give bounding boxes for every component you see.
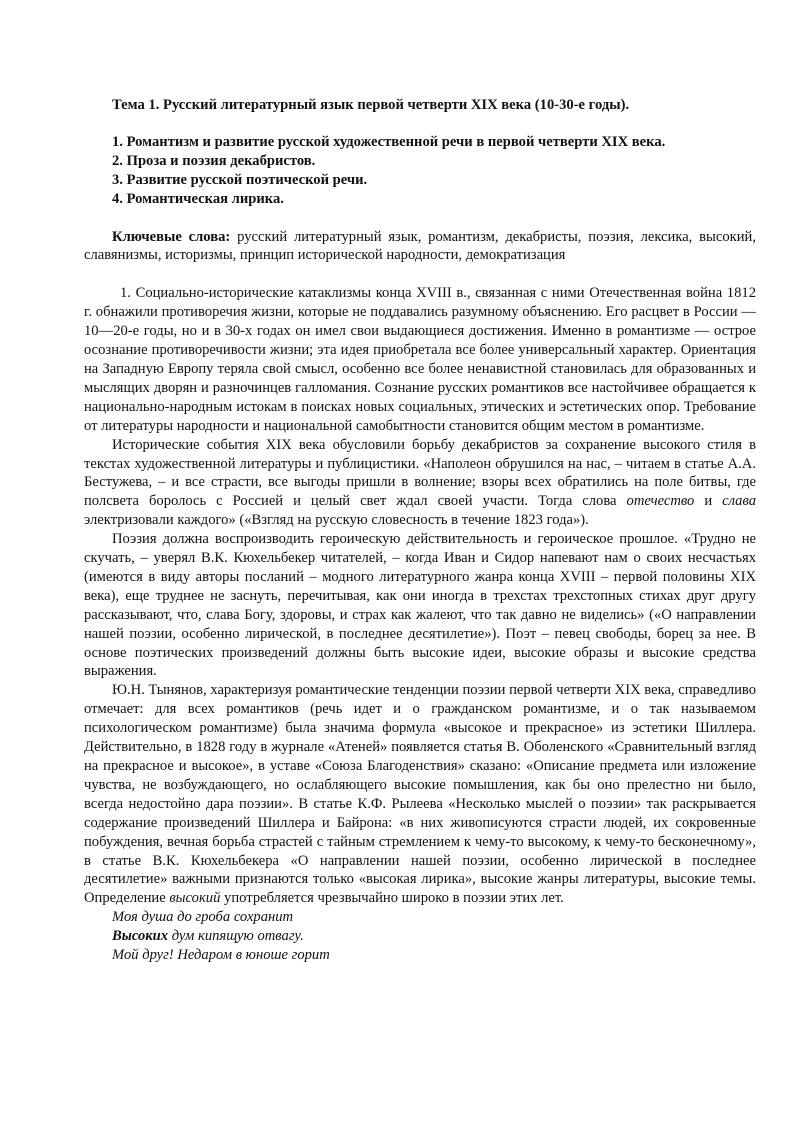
paragraph-2-text-b: и — [694, 493, 723, 510]
poem-line-3: Мой друг! Недаром в юноше горит — [112, 947, 330, 964]
keywords-label: Ключевые слова: — [112, 228, 231, 245]
emphasis-slava: слава — [722, 493, 756, 510]
poem-line-2-rest: дум кипящую отвагу. — [168, 928, 304, 945]
outline-item-4: 4. Романтическая лирика. — [112, 190, 284, 207]
topic-outline — [84, 133, 756, 209]
emphasis-otechestvo: отечество — [626, 493, 695, 510]
poem-quote — [84, 908, 756, 965]
keywords-text: русский литературный язык, романтизм, декабристы, поэзия, лексика, высокий, славянизмы, историзмы, принцип исторической народности, демократизация — [84, 228, 756, 264]
poem-line-2 — [84, 927, 756, 946]
outline-item-3: 3. Развитие русской поэтической речи. — [112, 171, 368, 188]
paragraph-2-text-c: электризовали каждого» («Взгляд на русскую словесность в течение 1823 года»). — [84, 512, 589, 529]
body-paragraph-2 — [84, 436, 756, 531]
outline-item-1: 1. Романтизм и развитие русской художественной речи в первой четверти XIX века. — [112, 133, 666, 150]
emphasis-vysokiy: высокий — [169, 890, 221, 907]
keywords-paragraph — [84, 228, 756, 266]
body-paragraph-4 — [84, 681, 756, 908]
poem-emphasis-word: Высоких — [112, 928, 169, 945]
paragraph-4-text-b: употребляется чрезвычайно широко в поэзии этих лет. — [220, 890, 564, 907]
topic-title: Тема 1. Русский литературный язык первой четверти XIX века (10-30-е годы). — [112, 97, 630, 113]
paragraph-2-text-a: Исторические события XIX века обусловили борьбу декабристов за сохранение высокого стиля в текстах художественной литературы и публицистики. «Наполеон обрушился на нас, – читаем в статье А.А. Бестужева, – и все страсти, все выгоды пришли в волнение; взоры всех обратились на поле битвы, где полсвета боролось с Россией и целый свет ждал своей участи. Тогда слова — [84, 436, 756, 510]
paragraph-4-text-a: Ю.Н. Тынянов, характеризуя романтические тенденции поэзии первой четверти XIX века, справедливо отмечает: для всех романтиков (речь идет и о гражданском романтизме, и о так называемом психологическом романтизме) была значима формула «высокое и прекрасное» из эстетики Шиллера. Действительно, в 1828 году в журнале «Атеней» появляется статья В. Оболенского «Сравнительный взгляд на прекрасное и высокое», в уставе «Союза Благоденствия» сказано: «Описание предмета или изложение чувства, не возбуждающего, но ослабляющего высокие помышления, как бы оно прелестно ни было, всегда недостойно дара поэзии». В статье К.Ф. Рылеева «Несколько мыслей о поэзии» так раскрывается содержание произведений Шиллера и Байрона: «в них живописуются страсти людей, их сокровенные побуждения, вечная борьба страстей с тайным стремлением к чему-то высокому, к чему-то бесконечному», в статье В.К. Кюхельбекера «О направлении нашей поэзии, особенно лирической в последнее десятилетие» важными признаются только «высокая лирика», высокие жанры литературы, высокие темы. Определение — [84, 682, 756, 907]
body-paragraph-3: Поэзия должна воспроизводить героическую действительность и героическое прошлое. «Трудно не скучать, – уверял В.К. Кюхельбекер читателей, – когда Иван и Сидор напевают нам о своих несчастьях (имеются в виду авторы посланий – модного литературного жанра конца XVIII – первой половины XIX века), еще труднее не заснуть, перечитывая, как они иногда в трехстах трехстопных стихах друг другу рассказывают, что, слава Богу, здоровы, и страх как жалеют, что так давно не виделись» («О направлении нашей поэзии, особенно лирической, в последнее десятилетие»). Поэт – певец свободы, борец за нее. В основе поэтических произведений должны быть высокие идеи, высокие образы и высокие средства выражения. — [84, 531, 756, 680]
document-page — [84, 96, 756, 965]
poem-line-1: Моя душа до гроба сохранит — [112, 909, 294, 926]
body-paragraph-1: 1. Социально-исторические катаклизмы конца XVIII в., связанная с ними Отечественная война 1812 г. обнажили противоречия жизни, которые не поддавались разумному объяснению. Его расцвет в России — 10—20-е годы, но и в 30-х годах он имел свои выдающиеся достижения. Именно в романтизме — острое осознание противоречивости жизни; эта идея приобретала все более универсальный характер. Ориентация на Западную Европу теряла свой смысл, особенно все более ненавистной становилась для образованных и мыслящих дворян и разночинцев галломания. Сознание русских романтиков все настойчивее обращается к национально-народным истокам в поисках новых социальных, этических и эстетических опор. Требование от литературы народности и национальной самобытности становится общим местом в романтизме. — [84, 285, 756, 434]
outline-item-2: 2. Проза и поэзия декабристов. — [112, 152, 316, 169]
